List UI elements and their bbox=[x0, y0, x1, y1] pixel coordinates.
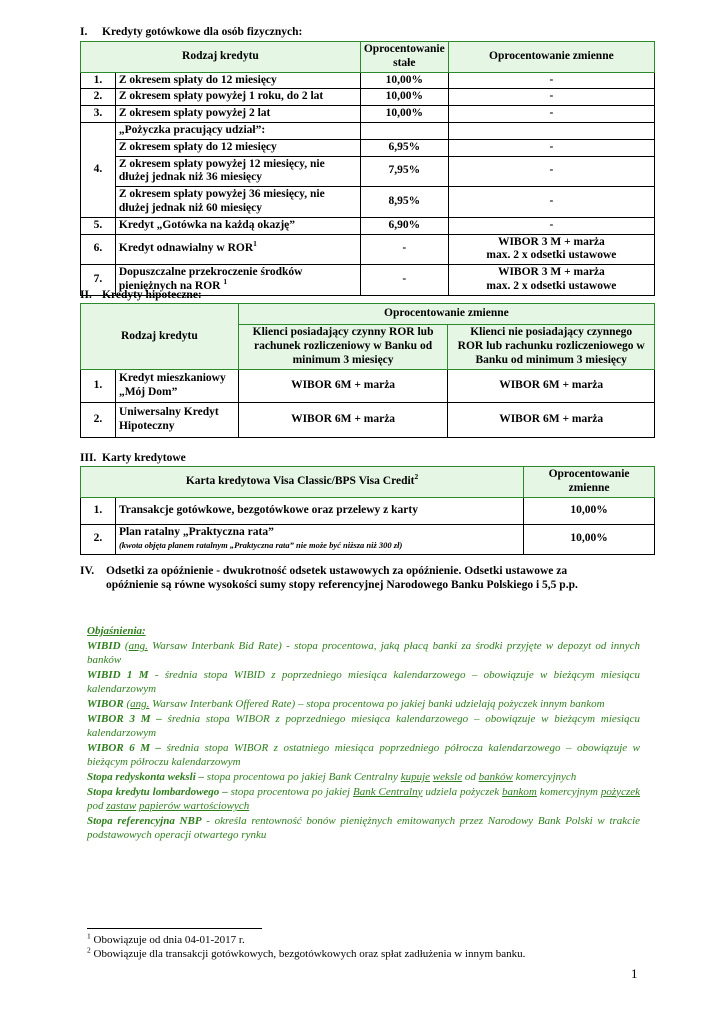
section-number: III. bbox=[80, 452, 97, 464]
definition-term: Stopa redyskonta weksli – bbox=[87, 770, 205, 783]
variable-rate-value: - bbox=[448, 187, 654, 218]
section-title-text: Kredyty hipoteczne: bbox=[102, 289, 202, 301]
header-variable-rate: Oprocentowanie zmienne bbox=[238, 304, 654, 325]
definition-wibor-3m bbox=[87, 712, 640, 741]
row-number: 1. bbox=[81, 497, 116, 524]
row-number: 4. bbox=[81, 122, 116, 217]
text-line: Z okresem spłaty powyżej 12 miesięcy, nie bbox=[118, 157, 325, 170]
text-line: WIBOR 3 M + marża bbox=[497, 235, 605, 248]
text-line: Kredyt odnawialny w ROR bbox=[118, 242, 254, 255]
rate-value: WIBOR 6M + marża bbox=[448, 403, 655, 438]
header-fixed-rate bbox=[360, 42, 448, 73]
table-row bbox=[81, 106, 655, 123]
header-variable-rate bbox=[524, 467, 655, 498]
empty-cell bbox=[360, 122, 448, 139]
text-line: max. 2 x odsetki ustawowe bbox=[486, 279, 617, 292]
table-row bbox=[81, 403, 655, 438]
table-row bbox=[81, 156, 655, 187]
loan-name: Z okresem spłaty do 12 miesięcy bbox=[115, 139, 360, 156]
fixed-rate-value: 10,00% bbox=[360, 106, 448, 123]
header-clients-without-account bbox=[448, 325, 655, 370]
table-row bbox=[81, 72, 655, 89]
row-number: 6. bbox=[81, 234, 116, 265]
header-card-name bbox=[81, 467, 524, 498]
footnote-2 bbox=[87, 945, 526, 961]
table-row bbox=[81, 370, 655, 403]
definition-reference-rate bbox=[87, 814, 640, 843]
loan-group-heading: „Pożyczka pracujący udział”: bbox=[115, 122, 360, 139]
definition-term: WIBOR 6 M – bbox=[87, 741, 161, 754]
header-line: Oprocentowanie bbox=[548, 468, 630, 480]
row-number: 2. bbox=[81, 89, 116, 106]
footnote-marker: 2 bbox=[414, 472, 419, 482]
definition-text: Warsaw Interbank Bid Rate) - stopa procentowa, jaką płacą banki za środki przyjęte w depozyt od innych banków bbox=[87, 639, 640, 667]
rate-value: 10,00% bbox=[524, 497, 655, 524]
definition-text: średnia stopa WIBOR z ostatniego miesiąca poprzedniego półrocza kalendarzowego – obowiązuje w bieżącym półroczu kalendarzowym bbox=[87, 741, 640, 769]
fixed-rate-value: 8,95% bbox=[360, 187, 448, 218]
text-line: Odsetki za opóźnienie - dwukrotność odsetek ustawowych za opóźnienie. Odsetki ustawowe za bbox=[106, 565, 568, 577]
fixed-rate-value: - bbox=[360, 265, 448, 296]
header-line: Banku od minimum 3 miesięcy bbox=[475, 353, 627, 366]
text-line: Kredyt mieszkaniowy bbox=[118, 372, 226, 385]
definition-text: od bbox=[462, 770, 479, 783]
definition-term: WIBOR bbox=[87, 697, 124, 710]
text-line: Plan ratalny „Praktyczna rata” bbox=[118, 525, 274, 538]
text-line: pieniężnych na ROR bbox=[118, 279, 221, 292]
table-row bbox=[81, 497, 655, 524]
header-line: stałe bbox=[393, 56, 416, 69]
header-line: ROR lub rachunku rozliczeniowego w bbox=[457, 340, 645, 353]
definition-text: - średnia stopa WIBID z poprzedniego miesiąca kalendarzowego – obowiązuje w bieżącym miesiącu kalendarzowym bbox=[87, 668, 641, 696]
explanations bbox=[87, 624, 640, 843]
footnote-text: Obowiązuje dla transakcji gotówkowych, bezgotówkowych oraz spłat zadłużenia w innym banku. bbox=[90, 948, 526, 960]
row-number: 7. bbox=[81, 265, 116, 296]
definition-text: stopa procentowa po jakiej Bank Centralny bbox=[204, 770, 401, 783]
link-text[interactable]: bankom bbox=[502, 785, 537, 798]
definition-wibor-6m bbox=[87, 741, 640, 770]
footnote-marker: 1 bbox=[87, 931, 91, 941]
empty-cell bbox=[448, 122, 654, 139]
header-line: rachunek rozliczeniowy w Banku od bbox=[254, 340, 433, 353]
row-number: 2. bbox=[81, 524, 116, 555]
loan-name bbox=[115, 234, 360, 265]
loan-name: Z okresem spłaty powyżej 1 roku, do 2 lat bbox=[115, 89, 360, 106]
text-line: Dopuszczalne przekroczenie środków bbox=[118, 266, 303, 279]
abbreviation: ang. bbox=[128, 639, 148, 652]
fixed-rate-value: - bbox=[360, 234, 448, 265]
text-line: Hipoteczny bbox=[118, 420, 175, 432]
definition-term: WIBID 1 M bbox=[87, 668, 149, 681]
definition-term: Stopa kredytu lombardowego – bbox=[87, 785, 228, 798]
row-number: 1. bbox=[81, 72, 116, 89]
rate-value: WIBOR 6M + marża bbox=[238, 403, 448, 438]
footnote-1 bbox=[87, 931, 245, 947]
text-line: dłużej jednak niż 36 miesięcy bbox=[118, 171, 262, 184]
abbreviation: ang. bbox=[130, 697, 150, 710]
header-line: Oprocentowanie bbox=[363, 43, 445, 55]
header-line: Klienci posiadający czynny ROR lub bbox=[252, 326, 434, 339]
text-line: opóźnienie są równe wysokości sumy stopy referencyjnej Narodowego Banku Polskiego i 5,5 p.p. bbox=[106, 578, 578, 591]
variable-rate-value: - bbox=[448, 156, 654, 187]
section-number: II. bbox=[80, 289, 92, 301]
explanations-heading: Objaśnienia: bbox=[87, 625, 146, 637]
section-title-text: Karty kredytowe bbox=[102, 452, 186, 464]
section-number: I. bbox=[80, 26, 88, 38]
table-row bbox=[81, 187, 655, 218]
rate-value: WIBOR 6M + marża bbox=[238, 370, 448, 403]
fixed-rate-value: 7,95% bbox=[360, 156, 448, 187]
loan-name: Z okresem spłaty do 12 miesięcy bbox=[115, 72, 360, 89]
footnote-text: Obowiązuje od dnia 04-01-2017 r. bbox=[90, 934, 245, 946]
card-transaction-type bbox=[115, 524, 523, 555]
variable-rate-value bbox=[448, 265, 654, 296]
link-text[interactable]: pożyczek bbox=[600, 785, 640, 798]
variable-rate-value: - bbox=[448, 139, 654, 156]
plan-note: (kwota objęta planem ratalnym „Praktyczna rata” nie może być niższa niż 300 zł) bbox=[118, 540, 403, 551]
definition-wibid: WIBID (ang. Warsaw Interbank Bid Rate) - stopa procentowa, jaką płacą banki za środki przyjęte w depozyt od innych banków bbox=[87, 639, 640, 667]
page-number: 1 bbox=[631, 966, 638, 981]
fixed-rate-value: 6,95% bbox=[360, 139, 448, 156]
table-row bbox=[81, 139, 655, 156]
text-line: dłużej jednak niż 60 miesięcy bbox=[118, 201, 262, 214]
section-2-title bbox=[80, 289, 202, 303]
table-header-row bbox=[81, 304, 655, 325]
definition-wibor: WIBOR (ang. Warsaw Interbank Offered Rate) – stopa procentowa po jakiej banki udzielają pożyczek innym bankom bbox=[87, 697, 605, 710]
section-1-title bbox=[80, 26, 302, 40]
table-row bbox=[81, 524, 655, 555]
row-number: 1. bbox=[81, 370, 116, 403]
cash-loans-table bbox=[80, 41, 655, 296]
text-line: Uniwersalny Kredyt bbox=[118, 406, 219, 419]
header-loan-type: Rodzaj kredytu bbox=[81, 42, 361, 73]
loan-name bbox=[115, 370, 238, 403]
footnote-marker: 2 bbox=[87, 945, 91, 955]
definition-text: średnia stopa WIBOR z poprzedniego miesiąca kalendarzowego – obowiązuje w bieżącym miesiącu kalendarzowym bbox=[87, 712, 641, 740]
header-line: Karta kredytowa Visa Classic/BPS Visa Credit bbox=[185, 474, 415, 487]
definition-text: stopa procentowa po jakiej bbox=[227, 785, 353, 798]
variable-rate-value: - bbox=[448, 72, 654, 89]
definition-wibid-1m bbox=[87, 668, 640, 697]
definition-lombard-rate bbox=[87, 785, 640, 814]
header-variable-rate: Oprocentowanie zmienne bbox=[448, 42, 654, 73]
mortgage-table bbox=[80, 303, 655, 438]
fixed-rate-value: 10,00% bbox=[360, 72, 448, 89]
definition-text: komercyjnych bbox=[512, 770, 577, 783]
link-text[interactable]: weksle bbox=[432, 770, 463, 783]
loan-name: Kredyt „Gotówka na każdą okazję” bbox=[115, 217, 360, 234]
definition-rediscount-rate bbox=[87, 770, 640, 785]
link-text[interactable]: kupuje bbox=[400, 770, 431, 783]
header-line: zmienne bbox=[568, 481, 610, 494]
table-row bbox=[81, 89, 655, 106]
definition-text: komercyjnym bbox=[536, 785, 601, 798]
link-text[interactable]: Bank Centralny bbox=[352, 785, 423, 798]
row-number: 5. bbox=[81, 217, 116, 234]
section-3-title bbox=[80, 452, 186, 466]
row-number: 3. bbox=[81, 106, 116, 123]
credit-cards-table bbox=[80, 466, 655, 555]
loan-name bbox=[115, 187, 360, 218]
header-loan-type: Rodzaj kredytu bbox=[81, 304, 239, 370]
section-title-text: Kredyty gotówkowe dla osób fizycznych: bbox=[102, 26, 303, 38]
header-clients-with-account bbox=[238, 325, 448, 370]
fixed-rate-value: 6,90% bbox=[360, 217, 448, 234]
definition-text: udziela pożyczek bbox=[422, 785, 503, 798]
link-text[interactable]: zastaw bbox=[106, 800, 137, 813]
text-line: „Mój Dom” bbox=[118, 386, 178, 398]
loan-name bbox=[115, 156, 360, 187]
para-line bbox=[80, 565, 640, 579]
footnote-marker: 1 bbox=[253, 239, 257, 249]
row-number: 2. bbox=[81, 403, 116, 438]
text-line: max. 2 x odsetki ustawowe bbox=[486, 249, 617, 262]
text-line: WIBOR 3 M + marża bbox=[497, 266, 605, 279]
definition-term: WIBOR 3 M – bbox=[87, 712, 162, 725]
loan-name: Z okresem spłaty powyżej 2 lat bbox=[115, 106, 360, 123]
rate-value: 10,00% bbox=[524, 524, 655, 555]
link-text[interactable]: banków bbox=[478, 770, 513, 783]
variable-rate-value: - bbox=[448, 89, 654, 106]
variable-rate-value bbox=[448, 234, 654, 265]
definition-text: Warsaw Interbank Offered Rate) – stopa procentowa po jakiej banki udzielają pożyczek innym bankom bbox=[149, 697, 605, 710]
table-row bbox=[81, 122, 655, 139]
footnote-marker: 1 bbox=[223, 277, 228, 287]
text-line: Z okresem spłaty powyżej 36 miesięcy, nie bbox=[118, 188, 325, 201]
table-header-row bbox=[81, 467, 655, 498]
rate-value: WIBOR 6M + marża bbox=[448, 370, 655, 403]
variable-rate-value: - bbox=[448, 106, 654, 123]
definition-term: WIBID bbox=[87, 639, 121, 652]
definition-text: pod bbox=[87, 800, 107, 813]
header-line: Klienci nie posiadający czynnego bbox=[470, 326, 633, 339]
section-number: IV. bbox=[80, 565, 95, 577]
definition-text: - określa rentowność bonów pieniężnych emitowanych przez Narodowy Bank Polski w trakcie podstawowych operacji otwartego rynku bbox=[87, 814, 641, 842]
footnote-separator bbox=[87, 928, 262, 929]
table-header-row bbox=[81, 42, 655, 73]
fixed-rate-value: 10,00% bbox=[360, 89, 448, 106]
link-text[interactable]: papierów wartościowych bbox=[138, 800, 250, 813]
definition-term: Stopa referencyjna NBP bbox=[87, 814, 202, 827]
variable-rate-value: - bbox=[448, 217, 654, 234]
table-row bbox=[81, 217, 655, 234]
card-transaction-type: Transakcje gotówkowe, bezgotówkowe oraz przelewy z karty bbox=[115, 497, 523, 524]
loan-name bbox=[115, 403, 238, 438]
section-4-paragraph bbox=[80, 565, 640, 593]
table-row bbox=[81, 234, 655, 265]
header-line: minimum 3 miesięcy bbox=[292, 353, 394, 366]
